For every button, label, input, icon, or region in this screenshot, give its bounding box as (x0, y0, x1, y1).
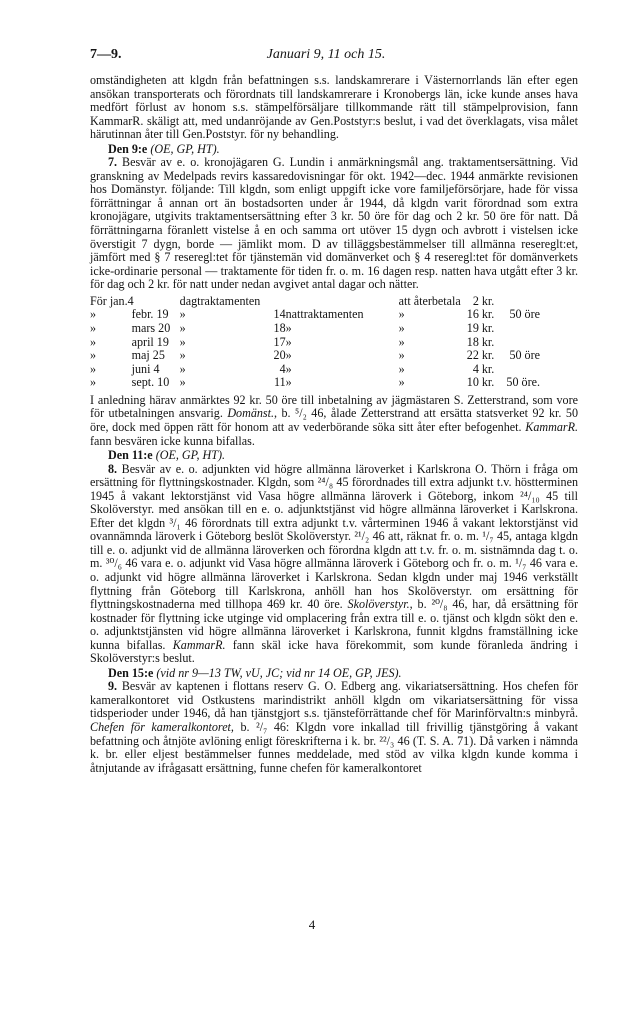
table-cell (374, 322, 398, 336)
table-cell: 50 öre. (506, 375, 540, 390)
table-cell: att återbetala (398, 293, 461, 308)
table-cell: För jan. (90, 293, 128, 308)
table-cell: 10 kr. (466, 375, 495, 390)
table-row (90, 322, 540, 336)
table-cell: » (90, 348, 97, 363)
table-row (90, 363, 540, 377)
date-heading-15 (90, 667, 578, 681)
case-number: 7. (108, 155, 118, 170)
table-cell: » (179, 320, 186, 335)
case-9-paragraph (90, 680, 578, 775)
table-cell: 16 kr. (466, 307, 495, 322)
table-row (90, 308, 540, 322)
table-cell: maj 25 (131, 348, 165, 363)
table-cell: » (398, 334, 405, 349)
table-cell: » (398, 307, 405, 322)
table-cell: 14 (273, 307, 286, 322)
case-text: Besvär av e. o. adjunkten vid högre allmänna läroverket i Karlskrona O. Thörn i fråga om ersättning för flyttningskostnader. Klgdn, som ²⁴/₈ 45 förordnades till extra adjunkt t.v. höstterminen 1945 å vakant lektorstjänst vid Vasa högre allmänna läroverk i Göteborg, inkom ²⁴/₁₀ 45 till Skolöverstyr. med ansökan till en e. o. adjunktstjänst vid högre allmänna läroverket i Karlskrona. Efter det klgdn ³/₁ 46 förordnats till extra adjunkt t.v. vårterminen 1946 å vakant lektorstjänst vid ovannämnda läroverk i Göteborg beslöt Skolöverstyr. ²¹/₂ 46 att, räknat fr. o. m. ¹/₇ 45, antaga klgdn till e. o. adjunkt vid de allmänna läroverken och förordna klgdn att t.v. fr. o. m. sistnämnda dag t. o. m. ³⁰/₆ 46 vara e. o. adjunkt vid Vasa högre allmänna läroverk i Göteborg och fr. o. m. ¹/₇ 46 vara e. o. adjunkt vid högre allmänna läroverket i Karlskrona. Sedan klgdn under maj 1946 verkställt flyttning från Göteborg till Karlskrona, anhöll han hos Skolöverstyr. om ersättning för flyttningskostnaderna med tillhopa 469 kr. 40 öre. Skolöverstyr., b. ²⁰/₈ 46, har, då ersättning för kostnader för flyttning icke utginge vid omplacering från extra till e. o. tjänst och klgdn sökt den e. o. adjunktstjänsten vid högre allmänna läroverket i Karlskrona, funnit klgdns framställning icke kunna bifallas. KammarR. fann skäl icke hava förekommit, som kunde föranleda ändring i Skolöverstyr:s beslut. (90, 461, 578, 666)
table-cell: 50 öre (509, 307, 540, 322)
table-cell: » (90, 375, 97, 390)
table-cell: » (398, 348, 405, 363)
table-cell: mars 20 (131, 320, 171, 335)
table-cell: sept. 10 (131, 375, 170, 390)
table-cell: 18 kr. (466, 334, 495, 349)
table-cell: 20 (273, 348, 286, 363)
date-heading-9 (90, 143, 578, 157)
table-cell: 50 öre (509, 348, 540, 363)
table-row (90, 336, 540, 350)
table-cell (286, 295, 375, 309)
case-7-paragraph (90, 156, 578, 291)
table-cell: 18 (273, 320, 286, 335)
case-number: 8. (108, 461, 118, 476)
table-row (90, 295, 540, 309)
date-day: Den 15:e (108, 665, 154, 680)
table-cell (374, 363, 398, 377)
table-cell (272, 295, 286, 309)
table-cell (374, 336, 398, 350)
header-title: Januari 9, 11 och 15. (266, 47, 386, 62)
table-cell (494, 336, 540, 350)
case-7-conclusion-text: I anledning härav anmärktes 92 kr. 50 öre till inbetalning av jägmästaren S. Zetterstrand, som vore för utbetalningen ansvarig. Domänst., b. ⁵/₂ 46, ålade Zetterstrand att ersätta statsverket 92 kr. 50 öre, dock med öppen rätt för honom att av vederbörande söka sitt åter efter befogenhet. KammarR. fann besvären icke kunna bifallas. (90, 392, 578, 448)
table-cell (374, 308, 398, 322)
case-text: Besvär av kaptenen i flottans reserv G. O. Edberg ang. vikariatsersättning. Hos chefen för kameralkontoret vid Ostkustens marindistrikt anhöll klgdn om vikariatsersättning för vissa tidsperioder under 1946, då han tjänstgjort s.s. tjänsteförrättande chef för Marinförvaltn:s minbyrå. Chefen för kameralkontoret, b. ²/₇ 46: Klgdn vore inkallad till frivillig tjänstgöring å vakant befattning och åtnjöte avlöning enligt föreskrifterna i k. br. ²²/₃ 46 (T. S. A. 71). Då varken i nämnda k. br. eller eljest bestämmelser funnes meddelade, med stöd av vilka klgdn kunde komma i åtnjutande av ifrågasatt ersättning, funne chefen för kameralkontoret (90, 679, 578, 775)
table-cell (494, 363, 540, 377)
table-cell: » (285, 334, 292, 349)
table-cell: 2 kr. (472, 293, 495, 308)
table-cell: » (285, 320, 292, 335)
table-cell: 4 (279, 361, 286, 376)
table-cell: » (90, 334, 97, 349)
date-marks: (OE, GP, HT). (155, 448, 226, 463)
table-cell: febr. 19 (131, 307, 169, 322)
table-cell: » (285, 361, 292, 376)
table-cell: dagtraktamenten (179, 293, 261, 308)
table-cell (374, 376, 398, 390)
table-cell: » (90, 361, 97, 376)
table-cell (374, 295, 398, 309)
table-cell: » (179, 307, 186, 322)
table-cell: 17 (273, 334, 286, 349)
body-text (90, 74, 578, 775)
date-day: Den 9:e (108, 141, 148, 156)
table-cell (494, 295, 540, 309)
table-cell (494, 322, 540, 336)
table-row (90, 349, 540, 363)
allowance-table (90, 295, 540, 390)
table-cell: » (179, 361, 186, 376)
table-cell: » (398, 375, 405, 390)
intro-paragraph: omständigheten att klgdn från befattningen s.s. landskamrerare i Västernorrlands län efter egen ansökan transporterats och förordnats till landskamrerare i Kronobergs län, icke kunde anses hava medfört förlust av honom s.s. stämpelförsäljare tillkommande rätt till stämpelprovision, fann KammarR. skäligt att, med undanröjande av Gen.Poststyr:s beslut, i vad det överklagats, visa målet härutinnan åter till Gen.Poststyr. för ny behandling. (90, 73, 578, 142)
table-cell: » (285, 375, 292, 390)
table-cell: 19 kr. (466, 320, 495, 335)
date-day: Den 11:e (108, 448, 153, 463)
table-cell: nattraktamenten (285, 307, 364, 322)
table-cell: » (90, 307, 97, 322)
case-8-paragraph (90, 463, 578, 666)
table-cell: » (90, 320, 97, 335)
table-cell: juni 4 (131, 361, 160, 376)
page-number: 4 (308, 917, 316, 932)
case-number: 9. (108, 679, 118, 694)
case-7-conclusion (90, 394, 578, 448)
allowance-table-body (90, 295, 540, 390)
running-header (90, 48, 562, 66)
date-marks: (vid nr 9—13 TW, vU, JC; vid nr 14 OE, GP, JES). (156, 665, 402, 680)
date-heading-11 (90, 449, 578, 463)
table-cell: 4 kr. (472, 361, 495, 376)
table-cell: » (179, 375, 186, 390)
table-cell: 22 kr. (466, 348, 495, 363)
date-marks: (OE, GP, HT). (150, 141, 220, 156)
table-row (90, 376, 540, 390)
table-cell: » (179, 334, 186, 349)
table-cell: » (179, 348, 186, 363)
table-cell: 11 (273, 375, 286, 390)
table-cell: » (398, 320, 405, 335)
case-text: Besvär av e. o. kronojägaren G. Lundin i anmärkningsmål ang. traktamentsersättning. Vid granskning av Medelpads revirs kassaredovisningar för okt. 1942—dec. 1944 anmärkte revisionen hos Domänstyr. följande: Till klgdn, som enligt uppgift icke vore familjeförsörjare, hade för vissa förrättningar å annan ort än bostadsorten under år 1944, då klgdn varit förordnad som extra kronojägare, utgivits traktamentsersättning efter 3 kr. 50 öre för dag och 2 kr. 50 öre för natt. Då förrättningarna föranlett vistelse å en och samma ort utöver 15 dygn och avbrott i vistelsen icke överstigit 7 dygn, borde — jämlikt mom. D av tilläggsbestämmelser till allmänna resereglt:et, jämfört med § 7 reseregl:tet för tjänstemän vid domänverket och § 4 reseregl:tet för domänverkets icke-ordinarie personal — traktamente för tiden fr. o. m. 16 dagen resp. natten hava utgått efter 3 kr. för dag och 2 kr. för natt under nedan avgivet antal dagar och nätter. (90, 155, 578, 292)
table-cell: april 19 (131, 334, 169, 349)
page-reference: 7—9. (90, 47, 122, 62)
table-cell (374, 349, 398, 363)
table-cell: » (398, 361, 405, 376)
table-cell: » (285, 348, 292, 363)
table-cell: 4 (127, 293, 134, 308)
